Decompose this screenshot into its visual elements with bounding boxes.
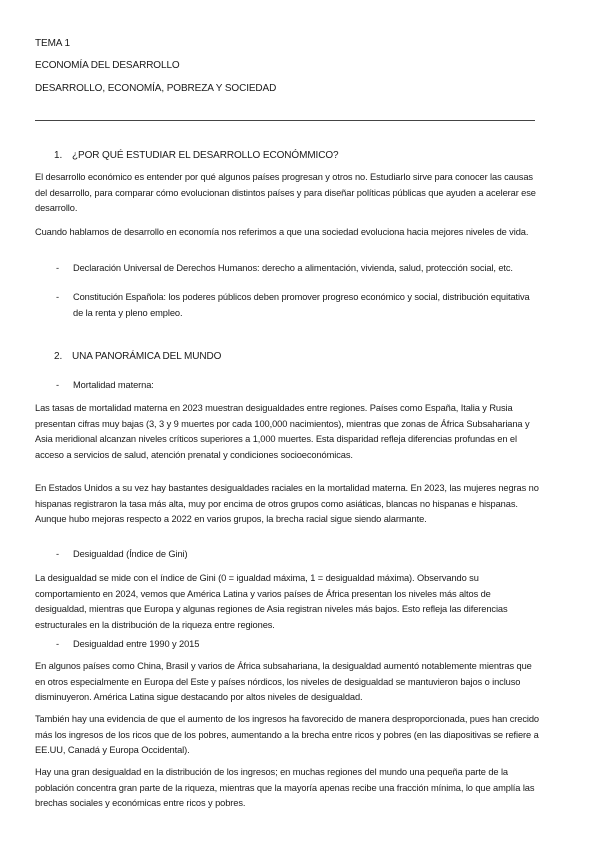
bullet-dash: - [56,380,59,390]
section-2-number: 2. [54,351,63,362]
subheading-1990-2015 [56,637,536,653]
section-2-paragraph-3: La desigualdad se mide con el índice de Gini (0 = igualdad máxima, 1 = desigualdad máxima). Observando su comportamiento en 2024, vemos que América Latina y varios países de África presentan los niveles más altos de desigualdad, mientras que Europa y algunas regiones de Asia registran niveles más bajos. Esto refleja las diferencias estructurales en la distribución de la riqueza entre regiones. [35,573,508,630]
list-item [56,290,536,321]
section-2-paragraph-1: Las tasas de mortalidad materna en 2023 muestran desigualdades entre regiones. Países como España, Italia y Rusia presentan cifras muy bajas (3, 3 y 9 muertes por cada 100,000 nacimientos), mientras que zonas de África Subsahariana y Asia meridional alcanzan niveles críticos superiores a 1,000 muertes. Esta disparidad refleja diferencias profundas en el acceso a servicios de salud, atención prenatal y condiciones socioeconómicas. [35,403,530,460]
subheading-gini [56,547,536,563]
section-1-number: 1. [54,150,63,161]
section-1-paragraph-1: El desarrollo económico es entender por qué algunos países progresan y otros no. Estudiarlo sirve para conocer las causas del desarrollo, para comparar cómo evolucionan distintos países y para diseñar políticas públicas que ayuden a acelerar ese desarrollo. [35,172,536,213]
subheading-mortalidad [56,378,536,394]
subheading-text: Desigualdad entre 1990 y 2015 [73,639,200,649]
section-2-paragraph-4: En algunos países como China, Brasil y varios de África subsahariana, la desigualdad aumentó notablemente mientras que en otros especialmente en Europa del Este y países nórdicos, los niveles de desigualdad se mantuvieron bajos o incluso disminuyeron. América Latina sigue destacando por altos niveles de desigualdad. [35,661,532,702]
list-item-text: Declaración Universal de Derechos Humanos: derecho a alimentación, vivienda, salud, protección social, etc. [73,263,513,273]
section-2-paragraph-5: También hay una evidencia de que el aumento de los ingresos ha favorecido de manera desproporcionada, pues han crecido más los ingresos de los ricos que de los pobres, aumentando a la brecha entre ricos y pobres (en las diapositivas se refiere a EE.UU, Canadá y Europa Occidental). [35,714,540,755]
header-divider [35,120,535,121]
section-2-paragraph-6: Hay una gran desigualdad en la distribución de los ingresos; en muchas regiones del mundo una pequeña parte de la población concentra gran parte de la riqueza, mientras que la mayoría apenas recibe una fracción mínima, lo que amplía las brechas sociales y económicas entre ricos y pobres. [35,767,535,808]
section-2-heading [54,351,221,362]
tema-label: TEMA 1 [35,38,70,49]
section-1-title: ¿POR QUÉ ESTUDIAR EL DESARROLLO ECONÓMMICO? [72,150,339,161]
section-1-heading [54,150,339,161]
section-2-title: UNA PANORÁMICA DEL MUNDO [72,351,222,362]
subject-title: ECONOMÍA DEL DESARROLLO [35,60,180,71]
document-subtitle: DESARROLLO, ECONOMÍA, POBREZA Y SOCIEDAD [35,83,277,94]
bullet-dash: - [56,292,59,302]
section-2-paragraph-2: En Estados Unidos a su vez hay bastantes desigualdades raciales en la mortalidad materna. En 2023, las mujeres negras no hispanas registraron la tasa más alta, muy por encima de otros grupos como asiáticas, blancas no hispanas e hispanas. Aunque hubo mejoras respecto a 2022 en varios grupos, la brecha racial sigue siendo alarmante. [35,483,539,524]
subheading-text: Mortalidad materna: [73,380,154,390]
list-item-text: Constitución Española: los poderes públicos deben promover progreso económico y social, distribución equitativa de la renta y pleno empleo. [73,292,530,318]
bullet-dash: - [56,263,59,273]
bullet-dash: - [56,549,59,559]
section-1-paragraph-2: Cuando hablamos de desarrollo en economía nos referimos a que una sociedad evoluciona hacia mejores niveles de vida. [35,227,529,237]
list-item [56,261,536,277]
bullet-dash: - [56,639,59,649]
subheading-text: Desigualdad (Índice de Gini) [73,549,188,559]
